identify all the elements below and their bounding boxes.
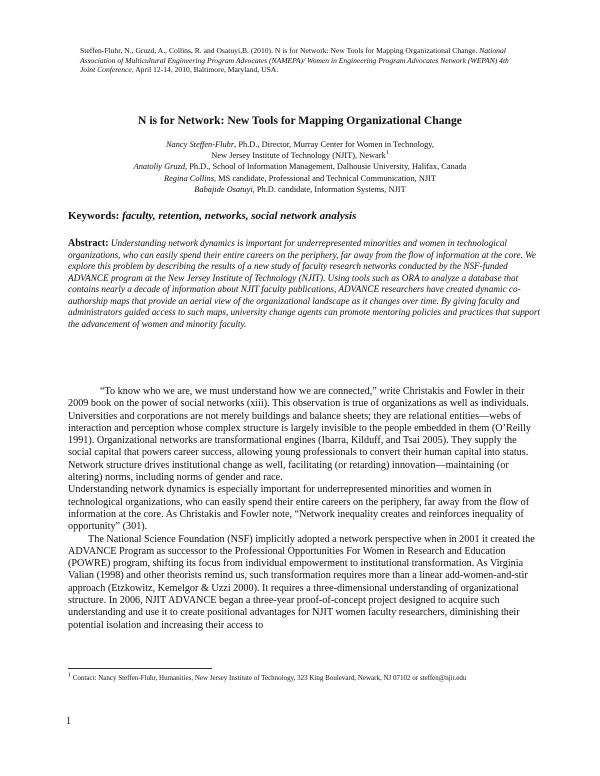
author-name: Babajide Osatuyi xyxy=(194,184,253,194)
author-name: Anatoliy Gruzd xyxy=(133,162,186,172)
author-affiliation: , Ph.D., School of Information Management, Dalhousie University, Halifax, Canada xyxy=(185,162,467,172)
footnote-divider xyxy=(68,668,212,669)
body-paragraph: Understanding network dynamics is especially important for underrepresented minorities and women in technological organizations, who can easily spend their entire careers on the periphery, far away from the flow of information at the core. As Christakis and Fowler note, “Network inequality creates and reinforces inequality of opportunity” (301). xyxy=(68,484,530,533)
citation-header xyxy=(80,46,520,75)
keywords-line xyxy=(68,210,538,222)
author-name: Regina Collins xyxy=(163,173,214,183)
footnote-text: Contact: Nancy Steffen-Fluhr, Humanities, New Jersey Institute of Technology, 323 King Boulevard, Newark, NJ 07102 or steffen@njit.edu xyxy=(72,674,467,682)
page-number: 1 xyxy=(66,716,71,727)
body-text xyxy=(68,386,540,632)
author-line xyxy=(100,139,500,150)
citation-authors: Steffen-Fluhr, N., Gruzd, A., Collins, R. and Osatuyi,B. (2010). N is for Network: New Tools for Mapping Organizational Change. xyxy=(80,46,478,55)
author-block xyxy=(100,139,500,195)
keywords-terms: faculty, retention, networks, social network analysis xyxy=(122,210,357,222)
footnote-number: 1 xyxy=(68,672,71,679)
author-line xyxy=(100,150,500,161)
citation-date-place: , April 12-14, 2010, Baltimore, Maryland, USA. xyxy=(131,65,279,74)
body-paragraph: The National Science Foundation (NSF) implicitly adopted a network perspective when in 2001 it created the ADVANCE Program as successor to the Professional Opportunities For Women in Research and Education (POWRE) program, shifting its focus from individual empowerment to institutional transformation. As Virginia Valian (1998) and other theorists remind us, such transformation requires more than a linear add-women-and-stir approach (Etzkowitz, Kemelgor & Uzzi 2000). It requires a three-dimensional understanding of organizational structure. In 2006, NJIT ADVANCE began a three-year proof-of-concept project designed to acquire such understanding and use it to create positional advantages for NJIT women faculty researchers, diminishing their potential isolation and increasing their access to xyxy=(68,533,535,631)
author-name: Nancy Steffen-Fluhr xyxy=(165,140,235,149)
abstract-label: Abstract: xyxy=(68,238,109,249)
author-line xyxy=(100,184,500,195)
abstract-text: Understanding network dynamics is important for underrepresented minorities and women in technological organizations, who can easily spend their entire careers on the periphery, far away from the flow of information at the core. We explore this problem by describing the results of a new study of faculty research networks conducted by the NSF-funded ADVANCE program at the New Jersey Institute of Technology (NJIT). Using tools such as ORA to analyze a database that contains nearly a decade of information about NJIT faculty publications, ADVANCE researchers have created dynamic co-authorship maps that provide an aerial view of the organizational landscape as it changes over time. By giving faculty and administrators guided access to such maps, university change agents can promote mentoring policies and practices that support the advancement of women and minority faculty. xyxy=(68,238,540,329)
citation-venue: National Association of Multicultural Engineering Program Advocates (NAMEPA)/ Women in Engineering Program Advocates Network (WEPAN) 4th Joint Conference xyxy=(80,46,509,74)
abstract xyxy=(68,238,540,330)
keywords-label: Keywords: xyxy=(68,210,120,222)
footnote-marker: 1 xyxy=(385,150,389,157)
paper-title: N is for Network: New Tools for Mapping Organizational Change xyxy=(138,114,462,127)
author-line xyxy=(100,173,500,184)
body-paragraph: “To know who we are, we must understand how we are connected,” write Christakis and Fowler in their 2009 book on the power of social networks (xiii). This observation is true of organizations as well as individuals. Universities and corporations are not merely buildings and balance sheets; they are relational entities—webs of interaction and perception whose complex structure is largely invisible to the people embedded in them (O’Reilly 1991). Organizational networks are transformational engines (Ibarra, Kilduff, and Tsai 2005). They supply the social capital that powers career success, allowing young professionals to convert their human capital into status. Network structure drives institutional change as well, facilitating (or retarding) innovation—maintaining (or altering) norms, including norms of gender and race. xyxy=(68,386,531,484)
author-affiliation: New Jersey Institute of Technology (NJIT), Newark xyxy=(211,151,386,161)
footnote xyxy=(68,673,538,684)
author-affiliation: , Ph.D. candidate, Information Systems, NJIT xyxy=(252,184,406,194)
author-line xyxy=(100,161,500,172)
author-affiliation: , Ph.D., Director, Murray Center for Women in Technology, xyxy=(234,140,435,149)
author-affiliation: , MS candidate, Professional and Technical Communication, NJIT xyxy=(213,173,437,183)
